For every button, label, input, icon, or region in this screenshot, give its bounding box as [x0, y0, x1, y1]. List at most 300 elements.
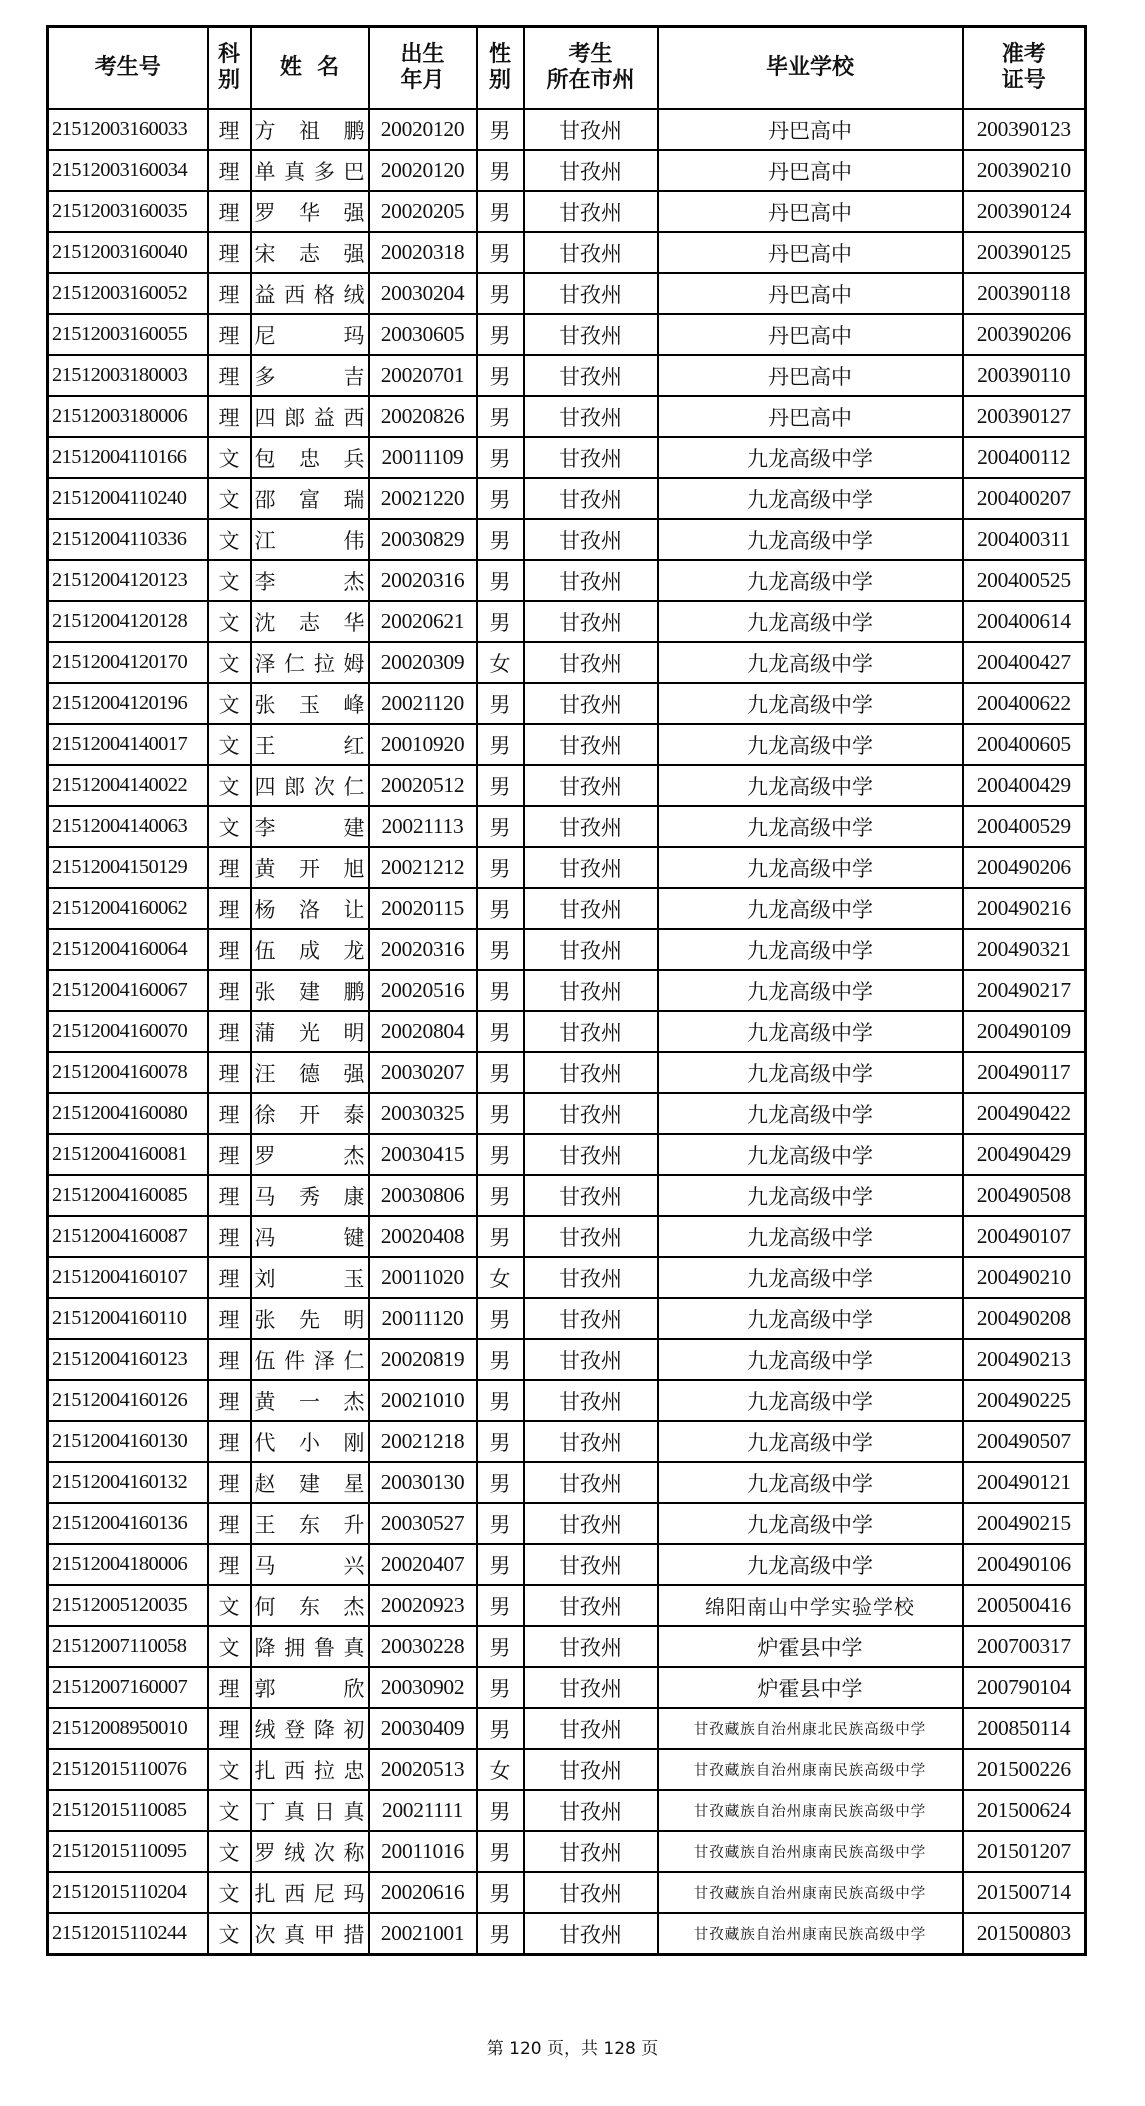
table-row: [48, 929, 1086, 970]
cell-school: 丹巴高中: [658, 109, 963, 150]
cell-birth: 20021212: [369, 847, 477, 888]
cell-gender: 男: [477, 1339, 524, 1380]
cell-birth: 20011020: [369, 1257, 477, 1298]
cell-region: 甘孜州: [524, 1626, 658, 1667]
cell-exam-id: 21512004160064: [48, 929, 208, 970]
cell-school: 九龙高级中学: [658, 1380, 963, 1421]
cell-school: 甘孜藏族自治州康北民族高级中学: [658, 1708, 963, 1749]
cell-subject: 文: [208, 1585, 251, 1626]
cell-gender: 男: [477, 1093, 524, 1134]
cell-gender: 男: [477, 1421, 524, 1462]
header-region: 考生 所在市州: [524, 27, 658, 110]
table-row: [48, 970, 1086, 1011]
table-row: [48, 1339, 1086, 1380]
cell-exam-id: 21512015110204: [48, 1872, 208, 1913]
cell-name: 伍 成 龙: [251, 929, 369, 970]
cell-gender: 男: [477, 150, 524, 191]
cell-region: 甘孜州: [524, 560, 658, 601]
table-row: [48, 1462, 1086, 1503]
cell-birth: 20030605: [369, 314, 477, 355]
cell-school: 九龙高级中学: [658, 1298, 963, 1339]
cell-region: 甘孜州: [524, 1093, 658, 1134]
table-row: [48, 355, 1086, 396]
table-row: [48, 314, 1086, 355]
cell-name: 代 小 刚: [251, 1421, 369, 1462]
cell-ticket: 200490117: [963, 1052, 1086, 1093]
table-row: [48, 724, 1086, 765]
cell-gender: 男: [477, 314, 524, 355]
cell-exam-id: 21512004120196: [48, 683, 208, 724]
cell-exam-id: 21512015110244: [48, 1913, 208, 1955]
cell-exam-id: 21512007160007: [48, 1667, 208, 1708]
cell-ticket: 200490216: [963, 888, 1086, 929]
cell-region: 甘孜州: [524, 683, 658, 724]
cell-ticket: 200390125: [963, 232, 1086, 273]
cell-region: 甘孜州: [524, 1544, 658, 1585]
cell-name: 益西格绒: [251, 273, 369, 314]
cell-exam-id: 21512004160081: [48, 1134, 208, 1175]
cell-birth: 20030806: [369, 1175, 477, 1216]
cell-region: 甘孜州: [524, 601, 658, 642]
cell-name: 泽仁拉姆: [251, 642, 369, 683]
cell-subject: 理: [208, 396, 251, 437]
cell-birth: 20020318: [369, 232, 477, 273]
cell-exam-id: 21512004160070: [48, 1011, 208, 1052]
cell-region: 甘孜州: [524, 314, 658, 355]
cell-name: 丁真日真: [251, 1790, 369, 1831]
page-footer: 第 120 页，共 128 页: [486, 2039, 659, 2059]
cell-ticket: 200400207: [963, 478, 1086, 519]
cell-gender: 男: [477, 765, 524, 806]
cell-school: 甘孜藏族自治州康南民族高级中学: [658, 1749, 963, 1790]
cell-name: 张 建 鹏: [251, 970, 369, 1011]
cell-birth: 20020621: [369, 601, 477, 642]
cell-gender: 男: [477, 724, 524, 765]
cell-region: 甘孜州: [524, 1708, 658, 1749]
cell-school: 九龙高级中学: [658, 1421, 963, 1462]
cell-name: 宋 志 强: [251, 232, 369, 273]
cell-name: 扎西拉忠: [251, 1749, 369, 1790]
cell-school: 丹巴高中: [658, 150, 963, 191]
cell-region: 甘孜州: [524, 273, 658, 314]
cell-school: 丹巴高中: [658, 355, 963, 396]
cell-school: 甘孜藏族自治州康南民族高级中学: [658, 1790, 963, 1831]
table-row: [48, 1708, 1086, 1749]
cell-exam-id: 21512004160062: [48, 888, 208, 929]
cell-subject: 理: [208, 1421, 251, 1462]
cell-exam-id: 21512015110076: [48, 1749, 208, 1790]
cell-region: 甘孜州: [524, 1462, 658, 1503]
cell-exam-id: 21512015110095: [48, 1831, 208, 1872]
table-row: [48, 1585, 1086, 1626]
cell-name: 赵 建 星: [251, 1462, 369, 1503]
cell-birth: 20020804: [369, 1011, 477, 1052]
cell-subject: 理: [208, 1257, 251, 1298]
cell-school: 九龙高级中学: [658, 1339, 963, 1380]
table-row: [48, 1421, 1086, 1462]
cell-subject: 理: [208, 1462, 251, 1503]
cell-region: 甘孜州: [524, 191, 658, 232]
cell-birth: 20020923: [369, 1585, 477, 1626]
cell-subject: 文: [208, 642, 251, 683]
table-row: [48, 478, 1086, 519]
table-row: [48, 1175, 1086, 1216]
cell-gender: 男: [477, 273, 524, 314]
cell-school: 炉霍县中学: [658, 1667, 963, 1708]
cell-school: 丹巴高中: [658, 396, 963, 437]
cell-birth: 20021111: [369, 1790, 477, 1831]
cell-gender: 男: [477, 1134, 524, 1175]
cell-subject: 理: [208, 150, 251, 191]
cell-subject: 理: [208, 970, 251, 1011]
cell-gender: 男: [477, 683, 524, 724]
table-row: [48, 847, 1086, 888]
cell-gender: 男: [477, 478, 524, 519]
cell-school: 九龙高级中学: [658, 847, 963, 888]
cell-subject: 理: [208, 1339, 251, 1380]
cell-name: 多 吉: [251, 355, 369, 396]
cell-subject: 理: [208, 1134, 251, 1175]
cell-birth: 20020205: [369, 191, 477, 232]
cell-gender: 男: [477, 929, 524, 970]
cell-ticket: 200490422: [963, 1093, 1086, 1134]
cell-birth: 20011016: [369, 1831, 477, 1872]
table-row: [48, 232, 1086, 273]
cell-exam-id: 21512005120035: [48, 1585, 208, 1626]
cell-birth: 20020616: [369, 1872, 477, 1913]
cell-exam-id: 21512004110336: [48, 519, 208, 560]
cell-name: 四郎益西: [251, 396, 369, 437]
cell-exam-id: 21512004160136: [48, 1503, 208, 1544]
cell-subject: 理: [208, 355, 251, 396]
table-row: [48, 396, 1086, 437]
cell-subject: 文: [208, 1790, 251, 1831]
cell-exam-id: 21512004150129: [48, 847, 208, 888]
cell-ticket: 200490208: [963, 1298, 1086, 1339]
cell-ticket: 200490429: [963, 1134, 1086, 1175]
cell-region: 甘孜州: [524, 1216, 658, 1257]
cell-subject: 文: [208, 683, 251, 724]
cell-subject: 理: [208, 232, 251, 273]
table-row: [48, 683, 1086, 724]
cell-region: 甘孜州: [524, 437, 658, 478]
cell-gender: 男: [477, 1380, 524, 1421]
header-gender: 性 别: [477, 27, 524, 110]
cell-school: 九龙高级中学: [658, 806, 963, 847]
cell-school: 九龙高级中学: [658, 765, 963, 806]
table-row: [48, 888, 1086, 929]
cell-subject: 理: [208, 1011, 251, 1052]
cell-name: 刘 玉: [251, 1257, 369, 1298]
cell-exam-id: 21512003160033: [48, 109, 208, 150]
cell-gender: 男: [477, 437, 524, 478]
cell-ticket: 200490321: [963, 929, 1086, 970]
table-row: [48, 1011, 1086, 1052]
cell-school: 九龙高级中学: [658, 1216, 963, 1257]
cell-gender: 男: [477, 232, 524, 273]
cell-school: 九龙高级中学: [658, 888, 963, 929]
cell-subject: 文: [208, 1872, 251, 1913]
cell-birth: 20021120: [369, 683, 477, 724]
header-name: 姓 名: [251, 27, 369, 110]
cell-birth: 20020407: [369, 1544, 477, 1585]
cell-birth: 20020516: [369, 970, 477, 1011]
cell-subject: 文: [208, 1749, 251, 1790]
cell-exam-id: 21512004160085: [48, 1175, 208, 1216]
table-row: [48, 519, 1086, 560]
cell-subject: 理: [208, 1544, 251, 1585]
cell-school: 九龙高级中学: [658, 724, 963, 765]
cell-birth: 20030829: [369, 519, 477, 560]
cell-birth: 20020309: [369, 642, 477, 683]
cell-name: 江 伟: [251, 519, 369, 560]
table-row: [48, 1749, 1086, 1790]
cell-exam-id: 21512004120170: [48, 642, 208, 683]
cell-ticket: 200390124: [963, 191, 1086, 232]
cell-birth: 20030902: [369, 1667, 477, 1708]
cell-name: 蒲 光 明: [251, 1011, 369, 1052]
cell-ticket: 201501207: [963, 1831, 1086, 1872]
cell-ticket: 200400525: [963, 560, 1086, 601]
cell-gender: 男: [477, 1544, 524, 1585]
cell-region: 甘孜州: [524, 1667, 658, 1708]
cell-gender: 女: [477, 1749, 524, 1790]
table-row: [48, 1872, 1086, 1913]
cell-region: 甘孜州: [524, 1257, 658, 1298]
cell-birth: 20020115: [369, 888, 477, 929]
cell-school: 丹巴高中: [658, 314, 963, 355]
cell-region: 甘孜州: [524, 519, 658, 560]
cell-gender: 男: [477, 1831, 524, 1872]
cell-ticket: 201500714: [963, 1872, 1086, 1913]
cell-region: 甘孜州: [524, 1052, 658, 1093]
cell-birth: 20020513: [369, 1749, 477, 1790]
cell-exam-id: 21512004160107: [48, 1257, 208, 1298]
cell-gender: 男: [477, 1913, 524, 1955]
cell-ticket: 200390110: [963, 355, 1086, 396]
cell-gender: 男: [477, 191, 524, 232]
table-row: [48, 1913, 1086, 1955]
cell-name: 张 先 明: [251, 1298, 369, 1339]
cell-region: 甘孜州: [524, 1585, 658, 1626]
cell-school: 九龙高级中学: [658, 1257, 963, 1298]
cell-ticket: 200400622: [963, 683, 1086, 724]
cell-birth: 20021220: [369, 478, 477, 519]
cell-gender: 男: [477, 396, 524, 437]
cell-ticket: 200500416: [963, 1585, 1086, 1626]
cell-region: 甘孜州: [524, 478, 658, 519]
cell-gender: 男: [477, 1052, 524, 1093]
cell-name: 冯 键: [251, 1216, 369, 1257]
cell-ticket: 200490121: [963, 1462, 1086, 1503]
cell-name: 王 红: [251, 724, 369, 765]
cell-region: 甘孜州: [524, 1298, 658, 1339]
table-body: [48, 109, 1086, 1955]
cell-gender: 男: [477, 109, 524, 150]
table-row: [48, 437, 1086, 478]
cell-name: 张 玉 峰: [251, 683, 369, 724]
cell-school: 九龙高级中学: [658, 1544, 963, 1585]
cell-ticket: 200400112: [963, 437, 1086, 478]
cell-birth: 20020120: [369, 150, 477, 191]
cell-birth: 20011109: [369, 437, 477, 478]
cell-name: 方 祖 鹏: [251, 109, 369, 150]
cell-exam-id: 21512008950010: [48, 1708, 208, 1749]
cell-ticket: 200490217: [963, 970, 1086, 1011]
cell-exam-id: 21512003160040: [48, 232, 208, 273]
cell-school: 炉霍县中学: [658, 1626, 963, 1667]
cell-region: 甘孜州: [524, 1831, 658, 1872]
cell-subject: 理: [208, 1298, 251, 1339]
cell-birth: 20030207: [369, 1052, 477, 1093]
cell-gender: 男: [477, 888, 524, 929]
cell-exam-id: 21512004120123: [48, 560, 208, 601]
cell-region: 甘孜州: [524, 396, 658, 437]
cell-subject: 理: [208, 1667, 251, 1708]
cell-ticket: 200390210: [963, 150, 1086, 191]
cell-gender: 男: [477, 1872, 524, 1913]
cell-subject: 理: [208, 109, 251, 150]
cell-region: 甘孜州: [524, 1749, 658, 1790]
cell-subject: 理: [208, 1052, 251, 1093]
cell-exam-id: 21512007110058: [48, 1626, 208, 1667]
cell-region: 甘孜州: [524, 1175, 658, 1216]
cell-subject: 文: [208, 1831, 251, 1872]
cell-ticket: 201500803: [963, 1913, 1086, 1955]
cell-region: 甘孜州: [524, 355, 658, 396]
cell-birth: 20020408: [369, 1216, 477, 1257]
cell-exam-id: 21512004160087: [48, 1216, 208, 1257]
cell-ticket: 200490213: [963, 1339, 1086, 1380]
cell-subject: 理: [208, 1216, 251, 1257]
cell-name: 罗 华 强: [251, 191, 369, 232]
cell-birth: 20030204: [369, 273, 477, 314]
cell-subject: 理: [208, 1380, 251, 1421]
cell-name: 郭 欣: [251, 1667, 369, 1708]
cell-birth: 20020826: [369, 396, 477, 437]
cell-exam-id: 21512004160132: [48, 1462, 208, 1503]
table-row: [48, 191, 1086, 232]
cell-ticket: 200390123: [963, 109, 1086, 150]
table-row: [48, 273, 1086, 314]
cell-ticket: 201500624: [963, 1790, 1086, 1831]
cell-gender: 男: [477, 1790, 524, 1831]
cell-name: 杨 洛 让: [251, 888, 369, 929]
cell-name: 沈 志 华: [251, 601, 369, 642]
cell-region: 甘孜州: [524, 232, 658, 273]
cell-birth: 20020701: [369, 355, 477, 396]
cell-school: 甘孜藏族自治州康南民族高级中学: [658, 1831, 963, 1872]
table-row: [48, 1667, 1086, 1708]
cell-gender: 男: [477, 1667, 524, 1708]
cell-exam-id: 21512004160110: [48, 1298, 208, 1339]
table-row: [48, 1257, 1086, 1298]
cell-gender: 男: [477, 1462, 524, 1503]
cell-name: 汪 德 强: [251, 1052, 369, 1093]
table-row: [48, 1093, 1086, 1134]
cell-subject: 理: [208, 929, 251, 970]
cell-ticket: 200490508: [963, 1175, 1086, 1216]
cell-region: 甘孜州: [524, 1503, 658, 1544]
cell-ticket: 200390127: [963, 396, 1086, 437]
cell-school: 九龙高级中学: [658, 437, 963, 478]
cell-name: 罗 杰: [251, 1134, 369, 1175]
cell-birth: 20030325: [369, 1093, 477, 1134]
table-row: [48, 1544, 1086, 1585]
cell-subject: 文: [208, 519, 251, 560]
table-row: [48, 601, 1086, 642]
cell-gender: 男: [477, 355, 524, 396]
cell-ticket: 200400429: [963, 765, 1086, 806]
cell-school: 甘孜藏族自治州康南民族高级中学: [658, 1872, 963, 1913]
cell-exam-id: 21512004160078: [48, 1052, 208, 1093]
cell-ticket: 200700317: [963, 1626, 1086, 1667]
cell-birth: 20020512: [369, 765, 477, 806]
table-row: [48, 560, 1086, 601]
cell-name: 王 东 升: [251, 1503, 369, 1544]
cell-exam-id: 21512004140063: [48, 806, 208, 847]
cell-exam-id: 21512004160123: [48, 1339, 208, 1380]
cell-school: 九龙高级中学: [658, 683, 963, 724]
cell-ticket: 201500226: [963, 1749, 1086, 1790]
cell-birth: 20030228: [369, 1626, 477, 1667]
cell-subject: 理: [208, 847, 251, 888]
cell-ticket: 200490215: [963, 1503, 1086, 1544]
cell-name: 罗绒次称: [251, 1831, 369, 1872]
cell-birth: 20030130: [369, 1462, 477, 1503]
table-row: [48, 150, 1086, 191]
cell-subject: 理: [208, 1175, 251, 1216]
cell-region: 甘孜州: [524, 642, 658, 683]
cell-name: 黄 一 杰: [251, 1380, 369, 1421]
cell-ticket: 200490106: [963, 1544, 1086, 1585]
table-row: [48, 1626, 1086, 1667]
cell-school: 九龙高级中学: [658, 970, 963, 1011]
cell-exam-id: 21512003160035: [48, 191, 208, 232]
cell-region: 甘孜州: [524, 1134, 658, 1175]
cell-gender: 男: [477, 1298, 524, 1339]
cell-region: 甘孜州: [524, 765, 658, 806]
cell-gender: 男: [477, 560, 524, 601]
cell-region: 甘孜州: [524, 970, 658, 1011]
cell-gender: 男: [477, 847, 524, 888]
cell-birth: 20021010: [369, 1380, 477, 1421]
table-row: [48, 1831, 1086, 1872]
cell-school: 丹巴高中: [658, 191, 963, 232]
cell-school: 九龙高级中学: [658, 1093, 963, 1134]
cell-gender: 男: [477, 1708, 524, 1749]
cell-ticket: 200490225: [963, 1380, 1086, 1421]
cell-name: 单真多巴: [251, 150, 369, 191]
cell-gender: 男: [477, 970, 524, 1011]
table-row: [48, 109, 1086, 150]
cell-name: 伍件泽仁: [251, 1339, 369, 1380]
cell-exam-id: 21512003180006: [48, 396, 208, 437]
cell-ticket: 200400529: [963, 806, 1086, 847]
cell-name: 尼 玛: [251, 314, 369, 355]
cell-region: 甘孜州: [524, 1872, 658, 1913]
cell-gender: 男: [477, 806, 524, 847]
cell-region: 甘孜州: [524, 1339, 658, 1380]
cell-region: 甘孜州: [524, 806, 658, 847]
header-exam-id: 考生号: [48, 27, 208, 110]
cell-exam-id: 21512004160080: [48, 1093, 208, 1134]
cell-name: 包 忠 兵: [251, 437, 369, 478]
cell-gender: 男: [477, 519, 524, 560]
cell-subject: 文: [208, 601, 251, 642]
cell-school: 九龙高级中学: [658, 1011, 963, 1052]
cell-subject: 理: [208, 191, 251, 232]
